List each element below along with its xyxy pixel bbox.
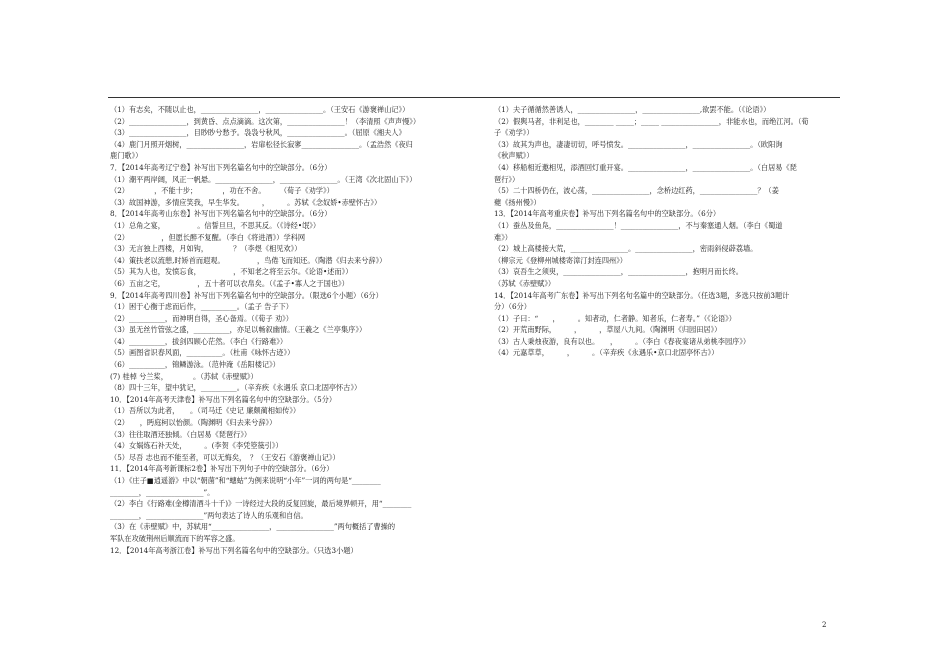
right-column-line: （2）开荒南野际， ， ，草屋八九间。（陶渊明《归园田居》）: [494, 325, 722, 335]
right-column-line: （5）二十四桥仍在，波心荡，________________，念桥边红药，________________？（姜: [494, 186, 779, 196]
right-column-line: 夔《扬州慢》）: [494, 197, 541, 207]
left-column-line: （3）故国神游，多情应笑我，早生华发。 ， 。苏轼《念奴娇•赤壁怀古》）: [110, 197, 382, 207]
right-column-line: 难》）: [494, 232, 512, 242]
right-column: [494, 104, 834, 359]
right-column-line: 分）（6分）: [494, 302, 531, 312]
left-column-line: （4）鹿门月照开烟树，________________，岩扉松径长寂寥________________。（孟浩然《夜归: [110, 139, 413, 149]
right-column-line: 13．【2014年高考重庆卷】补写出下列名篇名句中的空缺部分。（6分）: [494, 209, 721, 219]
right-column-line: （3）古人秉烛夜游，良有以也。 ， 。（李白《春夜宴诸从弟桃李园序》）: [494, 336, 751, 346]
right-column-line: （2）城上高楼接大荒，________________。________________，密雨斜侵薜荔墙。: [494, 244, 758, 254]
left-column-line: （6）__________，锦鳞游泳。（范仲淹《岳阳楼记》）: [110, 360, 280, 370]
left-column-line: （8）四十三年，望中犹记，__________。（辛弃疾《永遇乐 京口北固亭怀古》）: [110, 383, 362, 393]
left-column-line: （4）女娲炼石补天处， 。(李贺《李凭箜篌引》）: [110, 441, 283, 451]
left-column-line: （1）潮平两岸阔，风正一帆悬。________________，________________。（王湾《次北固山下》）: [110, 174, 417, 184]
left-column-line: （2）李白《行路难(金樽清酒斗十千)》一诗经过大段的反复回旋，最后境界顿开，用“________: [110, 499, 412, 509]
left-column-line: 11．【2014年高考新课标2卷】补写出下列句子中的空缺部分。（6分）: [110, 464, 334, 474]
right-column-line: （3）故其为声也，凄凄切切，呼号愤发。________________，________________。（欧阳询: [494, 139, 783, 149]
left-column-line: （5）画图省识春风面，__________。（杜甫《咏怀古迹》）: [110, 348, 295, 358]
left-column-line: 8．【2014年高考山东卷】补写出下列名篇名句中的空缺部分。（6分）: [110, 209, 332, 219]
left-column-line: （3）________________，目眇眇兮愁予。袅袅兮秋风，________________。（屈原《湘夫人》: [110, 128, 406, 138]
right-column-line: （2）假舆马者，非利足也，________ _____；_____ ________________，非能水也，而绝江河。（荀: [494, 116, 809, 126]
left-column-line: （3）往往取酒还独倾。（白居易《琵琶行》）: [110, 429, 252, 439]
left-column-line: （3）无言独上西楼，月如钩， ？（李煜《相见欢》）: [110, 244, 302, 254]
header-rule: [108, 97, 840, 98]
left-column-line: （1）困于心衡于虑而后作，__________。（孟子 告子下）: [110, 302, 293, 312]
right-column-line: （1）夫子循循然善诱人，________________，________________,欲罢不能。（《论语》）: [494, 105, 771, 114]
right-column-line: （4）元嘉草草， ， 。（辛弃疾《永遇乐•京口北固亭怀古》）: [494, 348, 719, 358]
left-column-line: ________，________________”两句表达了诗人的乐观和自信。: [110, 510, 308, 520]
left-column-line: （4）__________，拔剑四顾心茫然。（李白《行路难》）: [110, 336, 288, 346]
left-column-line: （5）其为人也，发愤忘食， ，不知老之将至云尔。《论语•述而》）: [110, 267, 353, 277]
left-column-line: 7．【2014年高考辽宁卷】补写出下列名篇名句中的空缺部分。（6分）: [110, 162, 332, 172]
left-column-line: （1）有志矣，不随以止也，________________，________________。（王安石《游褒禅山记》）: [110, 105, 410, 114]
right-column-line: 14．【2014年高考广东卷】补写出下列名句名篇中的空缺部分。（任选3题，多选只按前3题计: [494, 290, 790, 300]
left-column-line: 9．【2014年高考四川卷】补写出下列名篇名句中的空缺部分。（限选6个小题）（6分）: [110, 290, 383, 300]
left-column-line: （2） ，不能十步； ，功在不舍。 （荀子《劝学》）: [110, 186, 334, 196]
left-column-line: （1）总角之宴， 。信誓旦旦，不思其反。（《诗经•氓》）: [110, 220, 321, 230]
left-column-line: （4）策扶老以流憩,时矫首而遐观。 ，鸟倦飞而知还。（陶潜《归去来兮辞》）: [110, 255, 387, 265]
left-column-line: (7) 桂棹 兮兰桨， 。（苏轼《赤壁赋》）: [110, 371, 258, 381]
left-column-line: （2） ，但愿长醉不复醒。（李白《将进酒》）学科网: [110, 232, 306, 242]
left-column-line: （3）在《赤壁赋》中，苏轼用“________________，________________”两句概括了曹操的: [110, 522, 396, 532]
left-column-line: （2） ，眄庭柯以怡颜。（陶渊明《归去来兮辞》）: [110, 418, 277, 428]
left-column-line: 12．【2014年高考浙江卷】补写出下列名篇名句中的空缺部分。（只选3小题）: [110, 545, 358, 555]
right-column-line: 子《劝学》）: [494, 128, 534, 138]
left-column-line: （5）尽吾 志也而不能至者，可以无悔矣， ？（王安石《游褒禅山记》）: [110, 452, 340, 462]
left-column-line: 鹿门歌》）: [110, 151, 143, 161]
left-column: [110, 104, 458, 556]
left-column-line: （6）五亩之宅， ，五十者可以衣帛矣。（《孟子•寡人之于国也》）: [110, 278, 349, 288]
right-column-line: 琶行》）: [494, 174, 520, 184]
left-column-line: （2）________________，到黄昏、点点滴滴。这次第，________________！（李清照《声声慢》）: [110, 116, 421, 126]
right-column-line: （1）蚕丛及鱼凫，________________！________________，不与秦塞通人烟。（李白《蜀道: [494, 220, 783, 230]
right-column-line: （1）子曰：“ ， 。知者动，仁者静。知者乐，仁者寿。”（《论语》）: [494, 313, 736, 323]
left-column-line: （1）《庄子■逍遥游》中以“朝菌”和“蟪蛄”为例来说明“小年”一词的两句是“________: [110, 476, 381, 485]
right-column-line: （4）移船相近邀相见，添酒回灯重开宴。________________，________________。（白居易《琵: [494, 162, 797, 172]
right-column-line: 《秋声赋》）: [494, 151, 534, 161]
right-column-line: （苏轼《赤壁赋》）: [494, 278, 556, 288]
left-column-line: 军队在攻破荆州后顺流而下的军容之盛。: [110, 533, 240, 543]
page-number: 2: [822, 621, 827, 629]
right-column-line: （柳宗元《登柳州城楼寄漳汀封连四州》）: [494, 255, 627, 265]
left-column-line: （3）虽无丝竹管弦之盛，__________，亦足以畅叙幽情。（王羲之《兰亭集序》）: [110, 325, 367, 335]
right-column-line: （3）哀吾生之须臾，________________，________________，抱明月而长终。: [494, 267, 743, 277]
left-column-line: ________，________________”。: [110, 487, 215, 497]
left-column-line: （1）吾所以为此者， 。（司马迁《史记 廉颇蔺相如传》）: [110, 406, 301, 416]
left-column-line: 10．【2014年高考天津卷】补写出下列名篇名句中的空缺部分。（5分）: [110, 394, 337, 404]
left-column-line: （2）__________，而神明自得，圣心备焉。（《荀子 劝》）: [110, 313, 293, 323]
